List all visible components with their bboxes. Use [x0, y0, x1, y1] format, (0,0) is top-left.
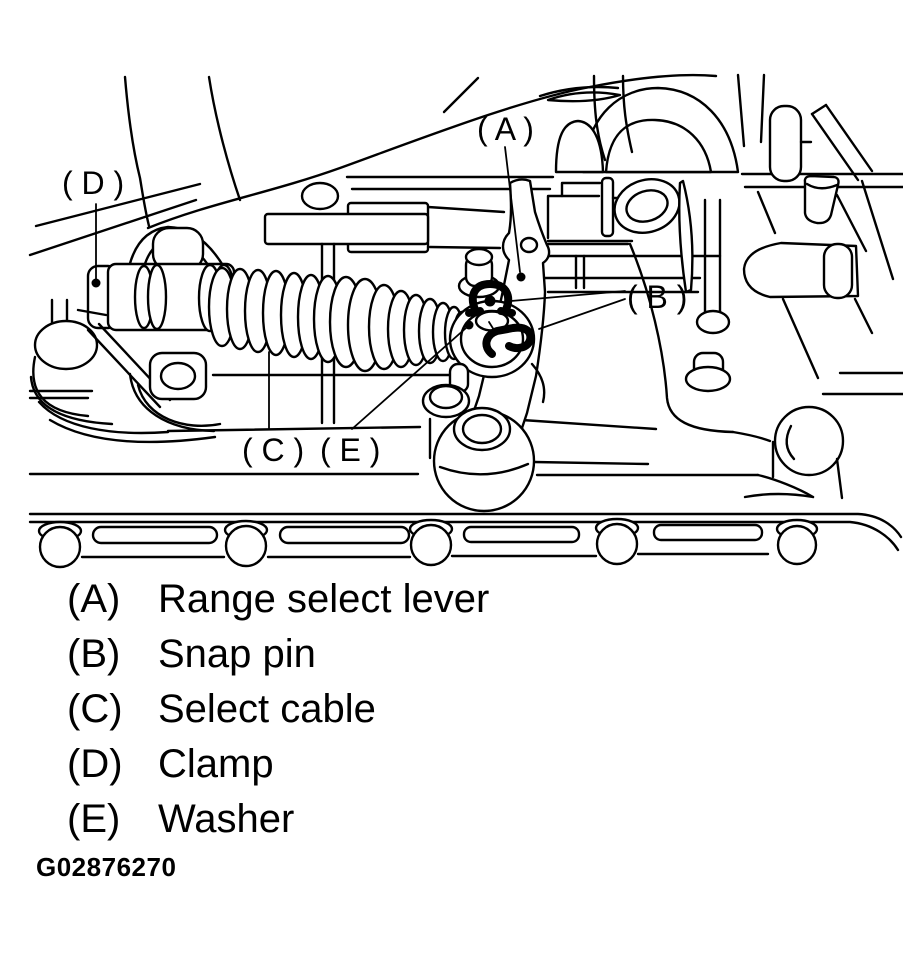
legend-label: Clamp [158, 742, 274, 786]
mount-rail [30, 514, 901, 567]
callout-label-c: ( C ) [242, 432, 305, 468]
callout-label-b: ( B ) [627, 279, 688, 315]
legend-key: (B) [67, 632, 121, 676]
figure-number: G02876270 [36, 852, 177, 882]
legend-label: Snap pin [158, 632, 316, 676]
legend-item [0, 739, 903, 789]
legend-key: (C) [67, 687, 123, 731]
legend-item [0, 794, 903, 844]
legend-key: (E) [67, 797, 121, 841]
legend-item [0, 574, 903, 624]
legend-label: Washer [158, 797, 295, 841]
legend-label: Range select lever [158, 577, 490, 621]
right-engine-structures [548, 75, 893, 498]
callout-label-d: ( D ) [62, 165, 125, 201]
legend-item [0, 684, 903, 734]
legend-key: (D) [67, 742, 123, 786]
callout-label-e: ( E ) [320, 432, 381, 468]
callout-label-a: ( A ) [477, 111, 534, 147]
legend-item [0, 629, 903, 679]
select-cable-bellows [209, 268, 470, 371]
legend-label: Select cable [158, 687, 376, 731]
legend-key: (A) [67, 577, 121, 621]
